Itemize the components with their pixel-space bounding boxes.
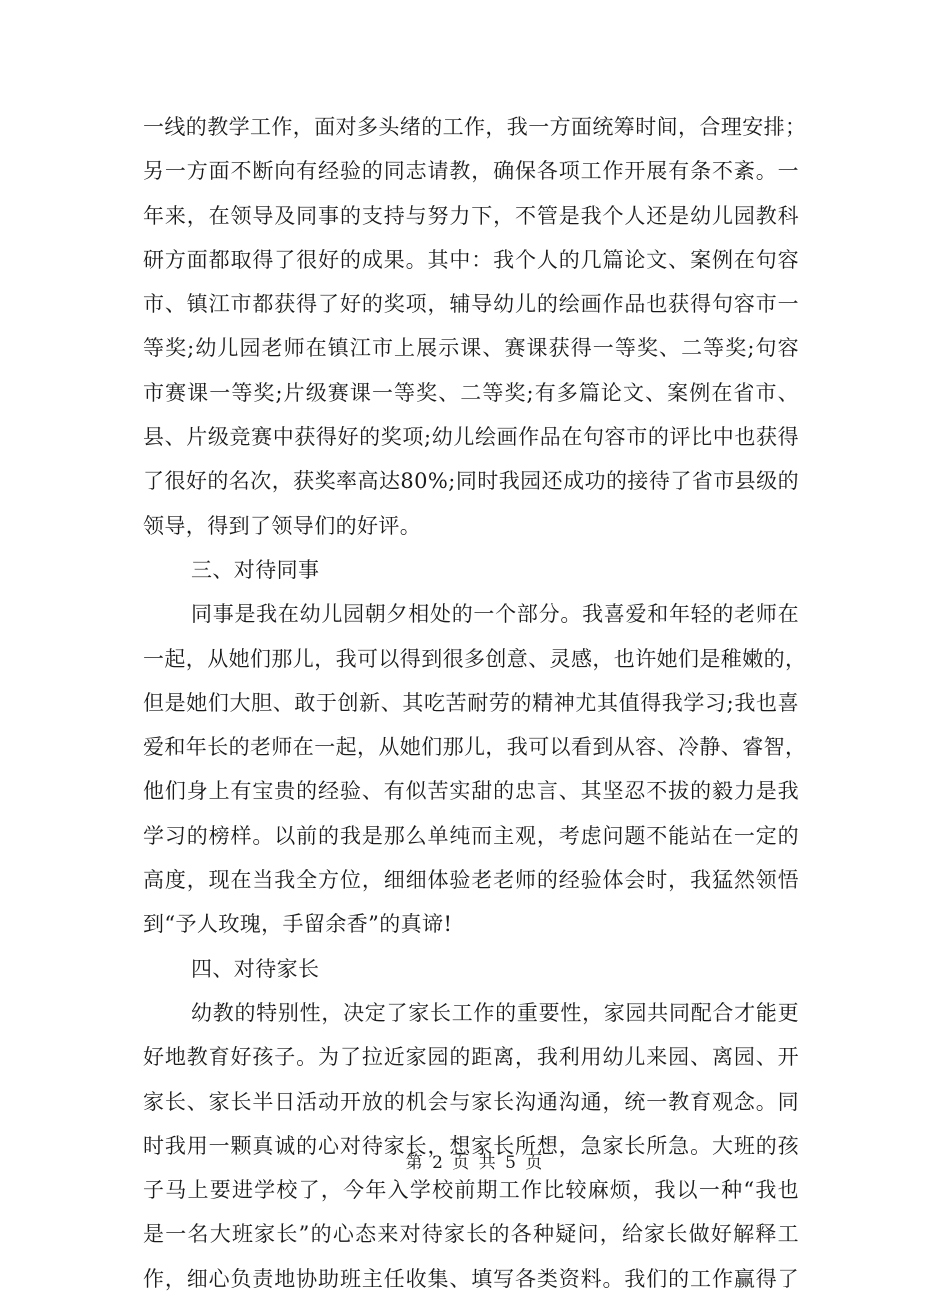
text-line: 家长、家长半日活动开放的机会与家长沟通沟通，统一教育观念。同 [143, 1089, 799, 1114]
page-number-footer: 第 2 页 共 5 页 [405, 1153, 545, 1173]
text-line: 三、对待同事 [191, 557, 320, 582]
text-line: 市赛课一等奖;片级赛课一等奖、二等奖;有多篇论文、案例在省市、 [143, 380, 799, 405]
text-line: 了很好的名次，获奖率高达80%;同时我园还成功的接待了省市县级的 [143, 469, 799, 494]
text-line: 是一名大班家长”的心态来对待家长的各种疑问，给家长做好解释工 [143, 1222, 799, 1247]
text-line: 等奖;幼儿园老师在镇江市上展示课、赛课获得一等奖、二等奖;句容 [143, 336, 799, 361]
text-line: 但是她们大胆、敢于创新、其吃苦耐劳的精神尤其值得我学习;我也喜 [143, 690, 799, 715]
text-line: 领导，得到了领导们的好评。 [143, 513, 422, 538]
text-line: 他们身上有宝贵的经验、有似苦实甜的忠言、其坚忍不拔的毅力是我 [143, 779, 799, 804]
text-line: 另一方面不断向有经验的同志请教，确保各项工作开展有条不紊。一 [143, 159, 799, 184]
text-line: 一线的教学工作，面对多头绪的工作，我一方面统筹时间，合理安排； [143, 115, 807, 139]
text-line: 研方面都取得了很好的成果。其中：我个人的几篇论文、案例在句容 [143, 247, 799, 272]
text-line: 学习的榜样。以前的我是那么单纯而主观，考虑问题不能站在一定的 [143, 823, 799, 848]
text-line: 子马上要进学校了，今年入学校前期工作比较麻烦，我以一种“我也 [143, 1178, 799, 1203]
text-line: 幼教的特别性，决定了家长工作的重要性，家园共同配合才能更 [191, 1000, 799, 1025]
text-line: 时我用一颗真诚的心对待家长，想家长所想，急家长所急。大班的孩 [143, 1133, 799, 1158]
text-line: 好地教育好孩子。为了拉近家园的距离，我利用幼儿来园、离园、开 [143, 1045, 799, 1070]
text-line: 年来，在领导及同事的支持与努力下，不管是我个人还是幼儿园教科 [143, 203, 799, 228]
text-line: 到“予人玫瑰，手留余香”的真谛! [143, 912, 453, 937]
text-line: 市、镇江市都获得了好的奖项，辅导幼儿的绘画作品也获得句容市一 [143, 292, 799, 317]
text-line: 一起，从她们那儿，我可以得到很多创意、灵感，也许她们是稚嫩的， [143, 646, 807, 671]
text-line: 同事是我在幼儿园朝夕相处的一个部分。我喜爱和年轻的老师在 [191, 602, 799, 627]
text-line: 县、片级竞赛中获得好的奖项;幼儿绘画作品在句容市的评比中也获得 [143, 425, 799, 450]
text-line: 作，细心负责地协助班主任收集、填写各类资料。我们的工作赢得了 [143, 1266, 799, 1291]
text-line: 高度，现在当我全方位，细细体验老老师的经验体会时，我猛然领悟 [143, 868, 799, 893]
text-line: 四、对待家长 [191, 956, 320, 981]
text-line: 爱和年长的老师在一起，从她们那儿，我可以看到从容、冷静、睿智， [143, 735, 807, 760]
document-body [143, 105, 807, 1301]
